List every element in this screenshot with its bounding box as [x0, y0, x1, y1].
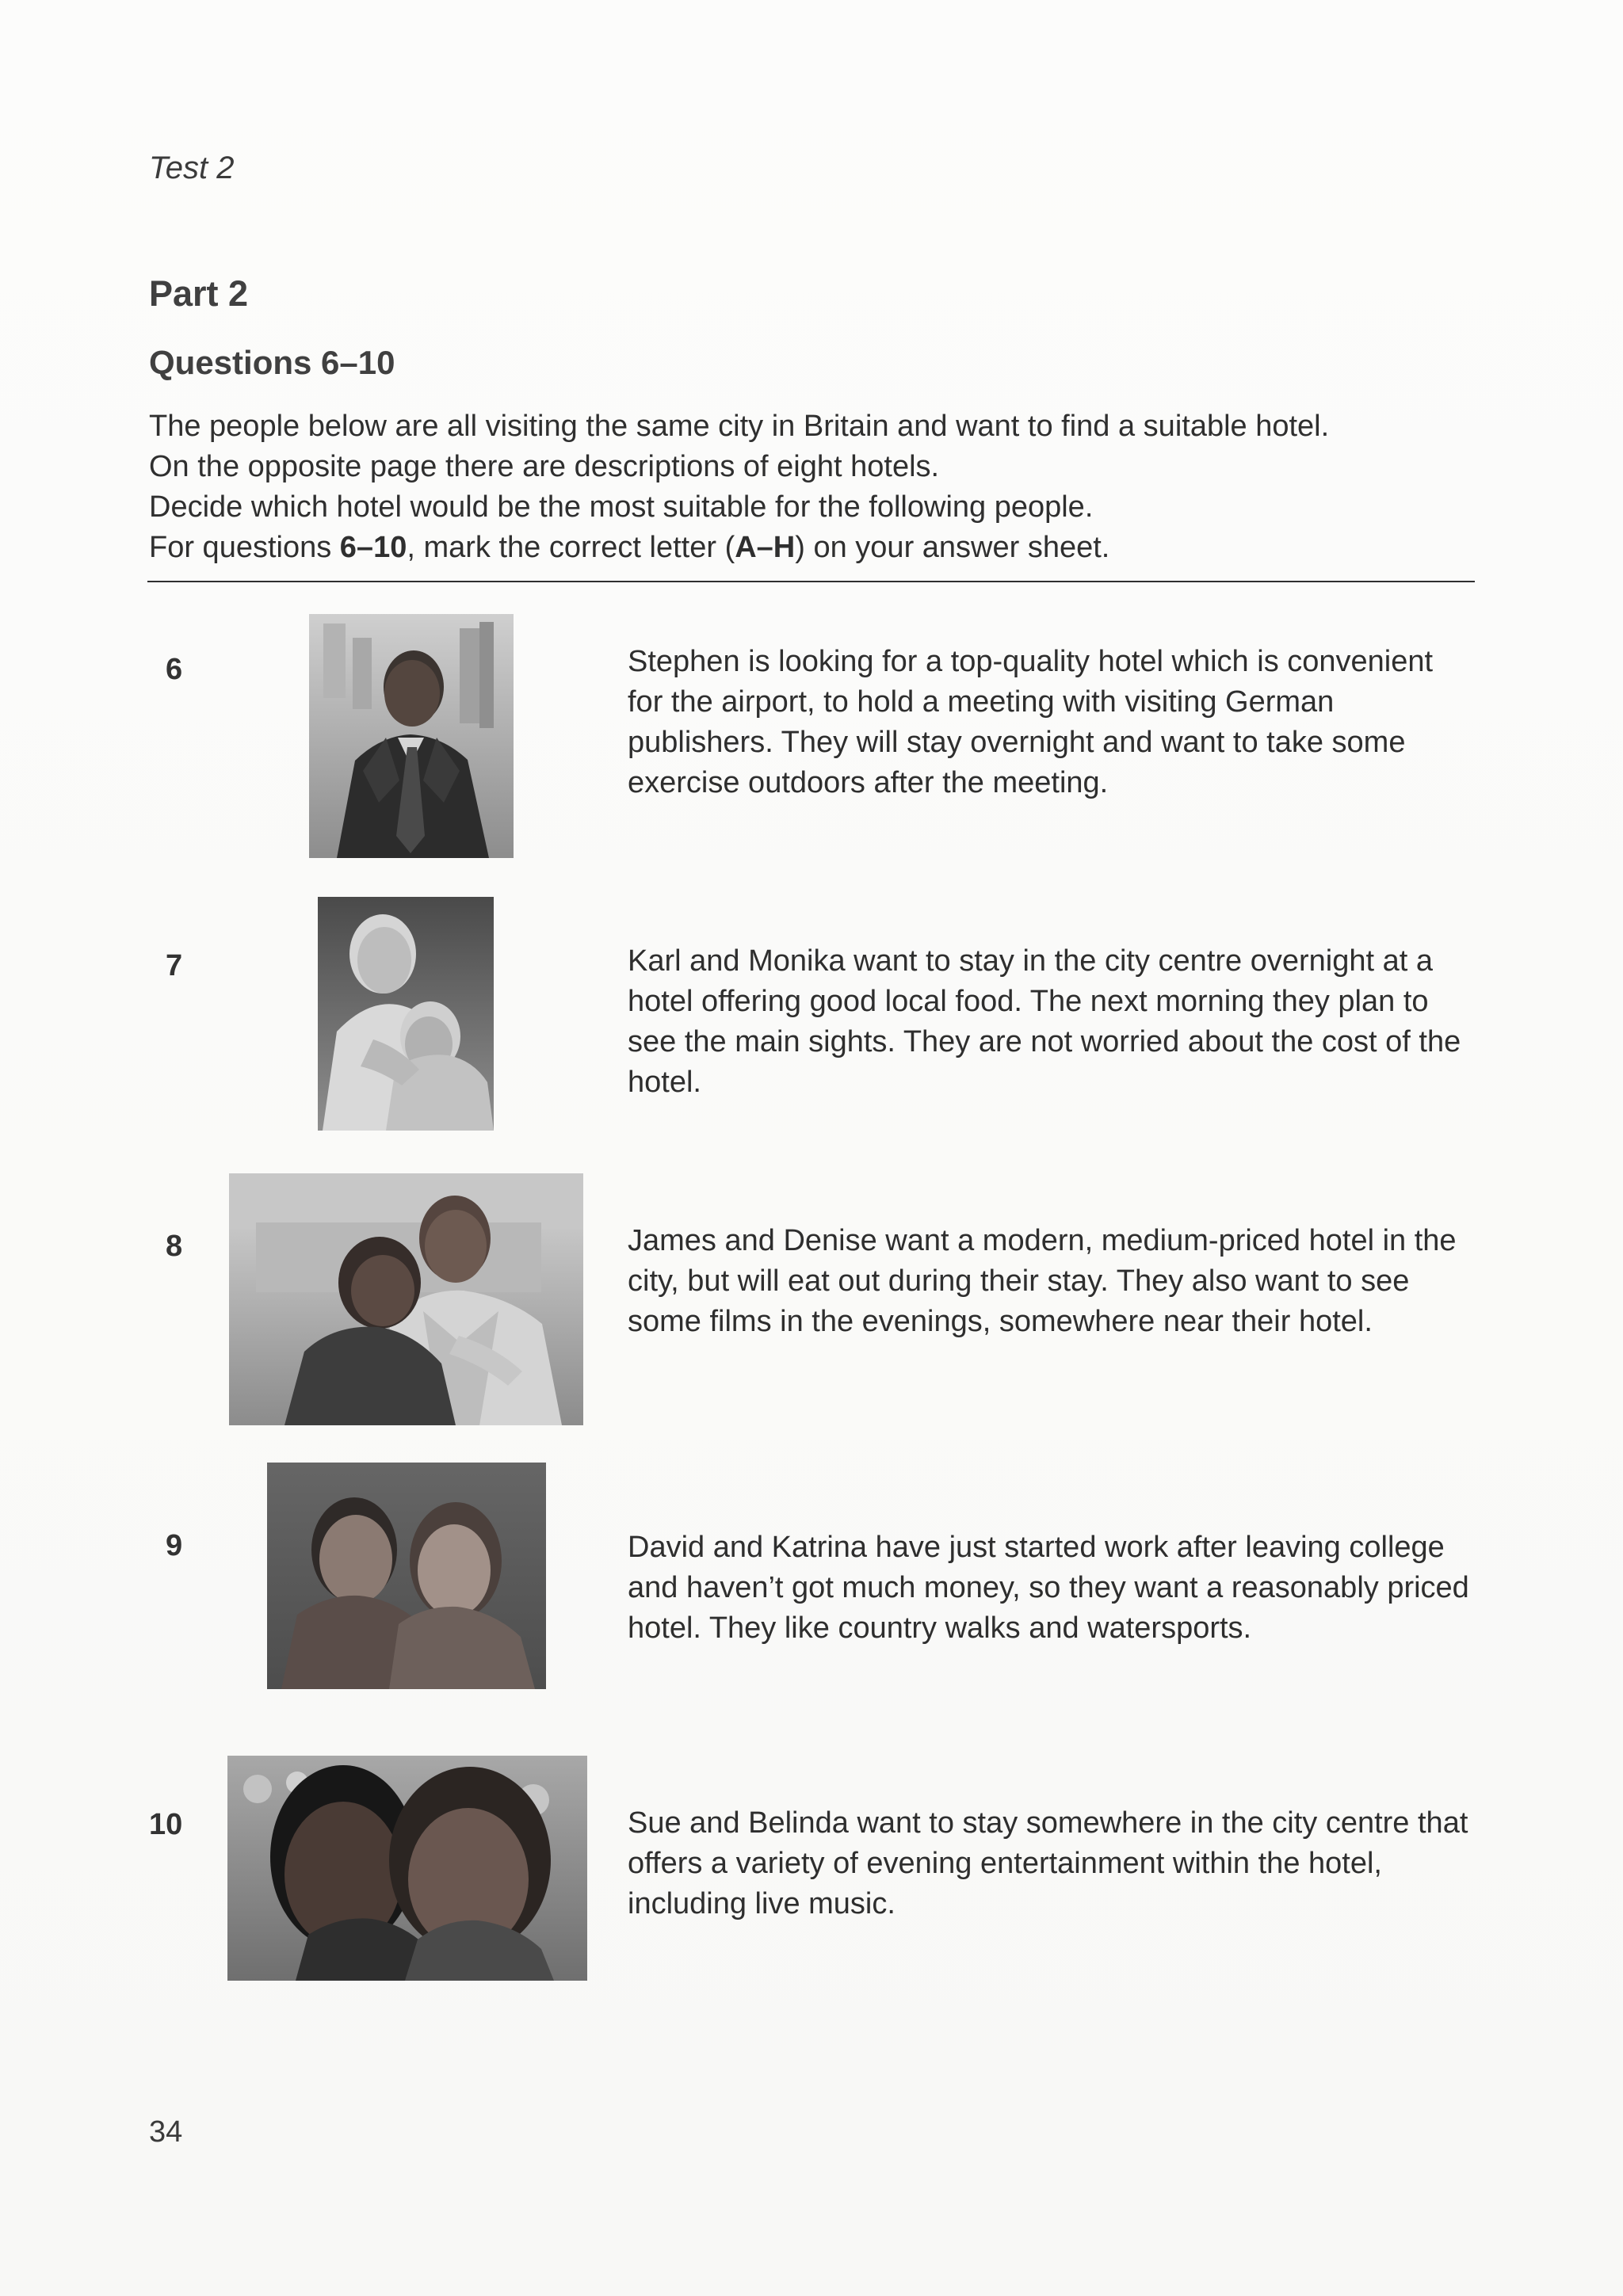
question-text: Karl and Monika want to stay in the city centre overnight at a hotel offering good local food. The next morning they plan to see the main sights. They are not worried about the cost of the hotel. — [628, 944, 1461, 1099]
instruction-letters-bold: A–H — [735, 531, 796, 564]
questions-title: Questions 6–10 — [149, 344, 395, 381]
instruction-line-2: On the opposite page there are descriptions of eight hotels. — [149, 450, 940, 483]
person-photo-david-katrina — [267, 1463, 546, 1689]
instruction-line-1: The people below are all visiting the same city in Britain and want to find a suitable hotel. — [149, 410, 1330, 443]
instructions-block — [149, 406, 1480, 568]
person-photo-stephen — [309, 614, 514, 858]
question-number: 9 — [166, 1529, 183, 1562]
question-text: Stephen is looking for a top-quality hotel which is convenient for the airport, to hold a meeting with visiting German publishers. They will stay overnight and want to take some exercise outdoors after the meeting. — [628, 645, 1434, 799]
instruction-line-3: Decide which hotel would be the most suitable for the following people. — [149, 490, 1094, 524]
question-number: 8 — [166, 1230, 183, 1263]
running-head: Test 2 — [149, 151, 235, 185]
question-text: Sue and Belinda want to stay somewhere in the city centre that offers a variety of evening entertainment within the hotel, including live music. — [628, 1806, 1468, 1920]
question-number: 6 — [166, 653, 183, 686]
question-number: 10 — [149, 1808, 183, 1841]
person-photo-karl-monika — [318, 897, 494, 1131]
instruction-line-4-before: For questions — [149, 531, 340, 564]
section-divider — [147, 581, 1475, 582]
question-text: James and Denise want a modern, medium-priced hotel in the city, but will eat out during their stay. They also want to see some films in the evenings, somewhere near their hotel. — [628, 1224, 1457, 1338]
instruction-line-4-middle: , mark the correct letter ( — [407, 531, 735, 564]
instruction-line-4 — [149, 528, 1480, 568]
question-number: 7 — [166, 949, 183, 982]
question-text: David and Katrina have just started work after leaving college and haven’t got much money, so they want a reasonably priced hotel. They like country walks and watersports. — [628, 1531, 1469, 1645]
part-title: Part 2 — [149, 273, 249, 314]
person-photo-james-denise — [229, 1173, 583, 1425]
instruction-line-4-after: ) on your answer sheet. — [795, 531, 1110, 564]
instruction-range-bold: 6–10 — [339, 531, 407, 564]
person-photo-sue-belinda — [227, 1756, 587, 1981]
page-number: 34 — [149, 2115, 183, 2149]
